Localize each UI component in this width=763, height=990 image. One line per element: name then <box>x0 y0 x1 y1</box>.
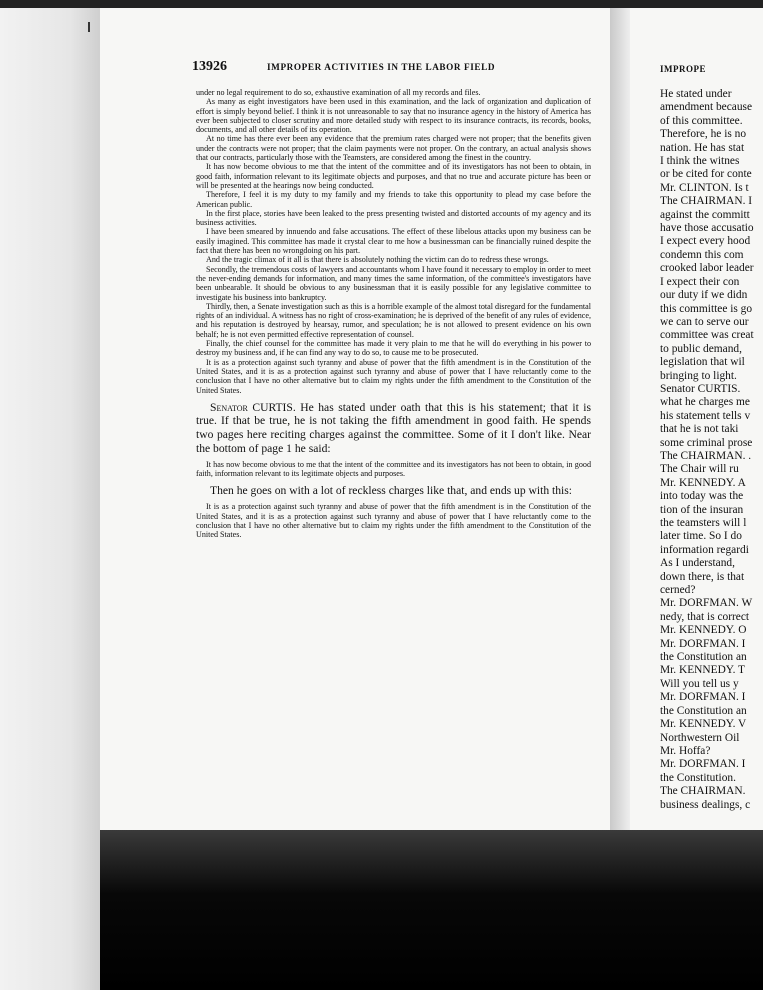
statement-paragraph: Thirdly, then, a Senate investigation such as this is a horrible example of the almost total disregard for the fundamental rights of an individual. A witness has no right of cross-examination; he is deprived of the benefit of any rules of evidence, and his reputation is destroyed by hearsay, rumor, and speculation; he is not allowed to present evidence on his own behalf; he is not even permitted effective representation of counsel. <box>196 301 591 339</box>
right-text-line: nedy, that is correct <box>660 610 750 623</box>
right-text-line: business dealings, c <box>660 798 751 811</box>
statement-paragraph: In the first place, stories have been leaked to the press presenting twisted and distorted accounts of my agency and its business activities. <box>196 208 591 228</box>
statement-paragraph: Therefore, I feel it is my duty to my family and my friends to take this opportunity to plead my case before the American public. <box>196 190 591 209</box>
quoted-passage-1 <box>196 460 591 479</box>
right-text-line: the Constitution an <box>660 704 747 717</box>
right-text-line: The CHAIRMAN. . <box>660 449 752 462</box>
right-text-line: have those accusatio <box>660 222 754 235</box>
witness-statement <box>196 88 591 395</box>
right-text-line: The Chair will ru <box>660 463 739 476</box>
right-text-line: that he is not taki <box>660 423 739 436</box>
right-text-line: what he charges me <box>660 396 750 409</box>
right-text-line: his statement tells v <box>660 409 751 422</box>
statement-paragraph: It has now become obvious to me that the intent of the committee and of its investigators has not been to obtain, in good faith, information relevant to its legitimate objects and purposes, and that no true and accurate picture has been or will be presented at the hearings now being conducted. <box>196 162 591 190</box>
remark-text: Then he goes on with a lot of reckless charges like that, and ends up with this: <box>210 483 573 497</box>
right-column <box>660 88 763 812</box>
right-text-line: Mr. DORFMAN. W <box>660 597 753 610</box>
right-text-line: condemn this com <box>660 248 744 261</box>
right-text-line: into today was the <box>660 490 744 503</box>
scan-left-margin <box>0 8 100 990</box>
senator-remark-1 <box>196 401 591 455</box>
right-text-line: the Constitution an <box>660 651 747 664</box>
remark-text: He has stated under oath that this is his statement; that it is true. If that be true, he is not taking the fifth amendment in good faith. He spends two pages here reciting charges against the committee. Some of it I don't like. Near the bottom of page 1 he said: <box>196 400 592 455</box>
right-text-line: Mr. KENNEDY. T <box>660 664 746 677</box>
right-text-line: Senator CURTIS. <box>660 382 741 395</box>
right-text-line: I think the witnes <box>660 155 740 168</box>
quote-text: It is as a protection against such tyranny and abuse of power that the fifth amendment is in the Constitution of the United States, and it is as a protection against such tyranny and abuse of power that I have reluctantly come to the conclusion that I have no other alternative but to claim my rights under the fifth amendment to the Constitution of the United States. <box>196 502 591 540</box>
scan-bottom-shadow <box>100 830 763 990</box>
right-text-line: or be cited for conte <box>660 168 752 181</box>
right-text-line: to public demand, <box>660 342 742 355</box>
right-text-line: Mr. KENNEDY. V <box>660 718 747 731</box>
right-text-line: committee was creat <box>660 329 754 342</box>
running-head: IMPROPER ACTIVITIES IN THE LABOR FIELD <box>267 62 496 72</box>
right-text-line: I expect their con <box>660 275 740 288</box>
statement-paragraph: Finally, the chief counsel for the committee has made it very plain to me that he will do everything in his power to destroy my business and, if he can find any way to do so, to cause me to be prosecuted. <box>196 339 591 358</box>
right-text-line: down there, is that <box>660 570 745 583</box>
right-text-line: of this committee. <box>660 114 743 127</box>
quote-text: It has now become obvious to me that the intent of the committee and its investigators has not been to obtain, in good faith, information relevant to its legitimate objects and purposes. <box>196 460 591 479</box>
right-text-line: Mr. DORFMAN. I <box>660 637 746 650</box>
right-text-line: He stated under <box>660 88 732 100</box>
right-text-line: bringing to light. <box>660 369 737 382</box>
right-text-line: Northwestern Oil <box>660 731 740 744</box>
right-text-line: legislation that wil <box>660 356 745 369</box>
statement-paragraph: Secondly, the tremendous costs of lawyers and accountants whom I have found it necessary to employ in order to meet the never-ending demands for information, and many times the same information, of the committee's investigators have been unbearable. It should be obvious to any businessman that it is easily possible for any legislative committee to investigate his business into bankruptcy. <box>196 264 591 302</box>
quoted-passage-2 <box>196 502 591 539</box>
statement-paragraph: under no legal requirement to do so, exhaustive examination of all my records and files. <box>196 88 481 97</box>
right-text-line: Mr. Hoffa? <box>660 744 711 757</box>
left-column <box>196 88 591 540</box>
right-text-line: The CHAIRMAN. <box>660 785 746 798</box>
scan-mark <box>88 22 96 32</box>
right-text-line: The CHAIRMAN. I <box>660 195 753 208</box>
senator-remark-2 <box>196 484 591 498</box>
right-text-line: this committee is go <box>660 302 753 315</box>
statement-paragraph: At no time has there ever been any evidence that the premium rates charged were not proper; that the benefits given under the contracts were not proper; that the claim payments were not proper. On the contrary, an actual analysis shows that our contracts, particularly those with the Teamsters, are considered among the finest in the country. <box>196 134 591 163</box>
right-text-line: crooked labor leader <box>660 262 754 275</box>
right-text-line: the Constitution. <box>660 771 736 784</box>
right-text-line: our duty if we didn <box>660 289 748 302</box>
right-text-line: Mr. DORFMAN. I <box>660 691 746 704</box>
right-text-line: Mr. CLINTON. Is t <box>660 181 749 194</box>
statement-paragraph: I have been smeared by innuendo and false accusations. The effect of these libelous attacks upon my business can be easily imagined. This committee has made it crystal clear to me how a businessman can be financially ruined despite the fact that there has been no wrongdoing on his part. <box>196 227 591 256</box>
right-text-line: cerned? <box>660 584 696 597</box>
scan-top-edge <box>0 0 763 8</box>
running-head-right: IMPROPE <box>660 64 706 74</box>
right-text-line: some criminal prose <box>660 436 753 449</box>
book-spine <box>610 8 630 830</box>
right-text-line: Therefore, he is no <box>660 128 747 141</box>
statement-paragraph: It is as a protection against such tyranny and abuse of power that the fifth amendment is in the Constitution of the United States, and it is as a protection against such tyranny and abuse of power that I have reluctantly come to the conclusion that I have no other alternative but to claim my rights under the fifth amendment to the Constitution of the United States. <box>196 357 591 395</box>
right-text-line: amendment because <box>660 101 753 114</box>
page-number: 13926 <box>192 59 227 74</box>
statement-paragraph: As many as eight investigators have been used in this examination, and the lack of organization and duplication of effort is simply beyond belief. I think it is not unreasonable to say that no insurance agency in the history of America has ever been subjected to closer scrutiny and more detailed study with respect to its insurance contracts, its records, books, documents, and all other details of its operation. <box>196 97 591 135</box>
right-text-line: information regardi <box>660 543 749 556</box>
right-text-line: Will you tell us y <box>660 677 739 690</box>
statement-paragraph: And the tragic climax of it all is that there is absolutely nothing the victim can do to redress these wrongs. <box>206 255 549 265</box>
right-text-line: later time. So I do <box>660 530 742 543</box>
right-text-line: Mr. KENNEDY. O <box>660 624 747 637</box>
right-text-line: Mr. DORFMAN. I <box>660 758 746 771</box>
right-text-line: the teamsters will l <box>660 517 747 529</box>
right-text-line: we can to serve our <box>660 315 749 328</box>
right-text-line: against the committ <box>660 208 750 221</box>
right-text-line: Mr. KENNEDY. A <box>660 476 746 489</box>
right-text-line: I expect every hood <box>660 235 751 248</box>
right-text-line: nation. He has stat <box>660 141 745 154</box>
right-page <box>630 8 763 830</box>
left-page <box>100 8 610 830</box>
speaker-name: Senator CURTIS. <box>210 400 296 414</box>
right-text-line: As I understand, <box>660 557 735 570</box>
right-text-line: tion of the insuran <box>660 503 744 516</box>
